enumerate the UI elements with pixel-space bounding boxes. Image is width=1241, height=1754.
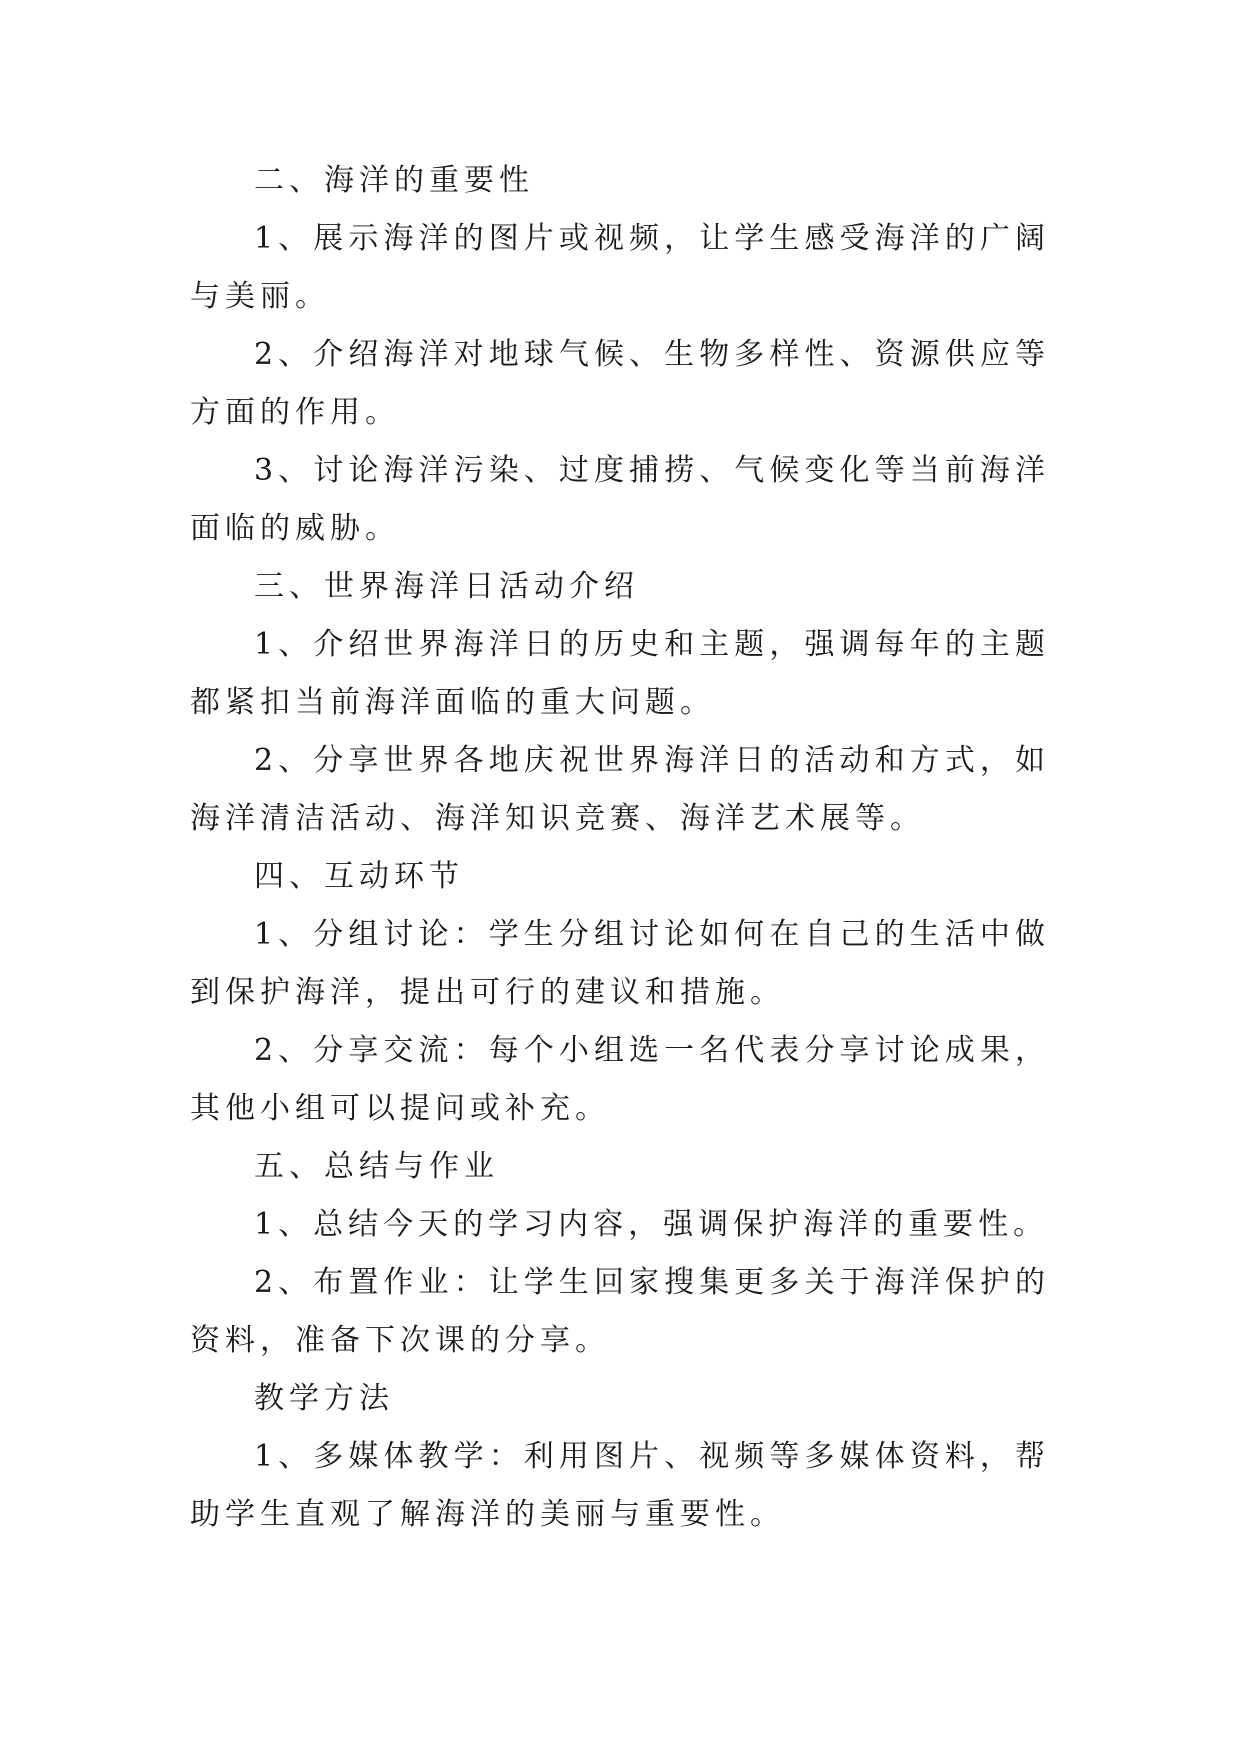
paragraph-item: 2、布置作业：让学生回家搜集更多关于海洋保护的资料，准备下次课的分享。 [190, 1265, 1050, 1358]
paragraph-item: 1、分组讨论：学生分组讨论如何在自己的生活中做到保护海洋，提出可行的建议和措施。 [190, 917, 1050, 1010]
section-heading-summary: 五、总结与作业 [254, 1149, 499, 1184]
document-body [190, 152, 1050, 1544]
paragraph-item: 1、介绍世界海洋日的历史和主题，强调每年的主题都紧扣当前海洋面临的重大问题。 [190, 627, 1050, 720]
section-heading-methods: 教学方法 [254, 1381, 394, 1416]
paragraph-item: 3、讨论海洋污染、过度捕捞、气候变化等当前海洋面临的威胁。 [190, 453, 1050, 546]
section-heading-importance: 二、海洋的重要性 [254, 163, 534, 198]
paragraph-item: 2、分享世界各地庆祝世界海洋日的活动和方式，如海洋清洁活动、海洋知识竞赛、海洋艺术展等。 [190, 743, 1050, 836]
paragraph-item: 2、介绍海洋对地球气候、生物多样性、资源供应等方面的作用。 [190, 337, 1050, 430]
paragraph-item: 2、分享交流：每个小组选一名代表分享讨论成果，其他小组可以提问或补充。 [190, 1033, 1050, 1126]
paragraph-item: 1、多媒体教学：利用图片、视频等多媒体资料，帮助学生直观了解海洋的美丽与重要性。 [190, 1439, 1050, 1532]
section-heading-activities: 三、世界海洋日活动介绍 [254, 569, 639, 604]
paragraph-item: 1、展示海洋的图片或视频，让学生感受海洋的广阔与美丽。 [190, 221, 1050, 314]
section-heading-interaction: 四、互动环节 [254, 859, 464, 894]
paragraph-item: 1、总结今天的学习内容，强调保护海洋的重要性。 [254, 1207, 1049, 1242]
